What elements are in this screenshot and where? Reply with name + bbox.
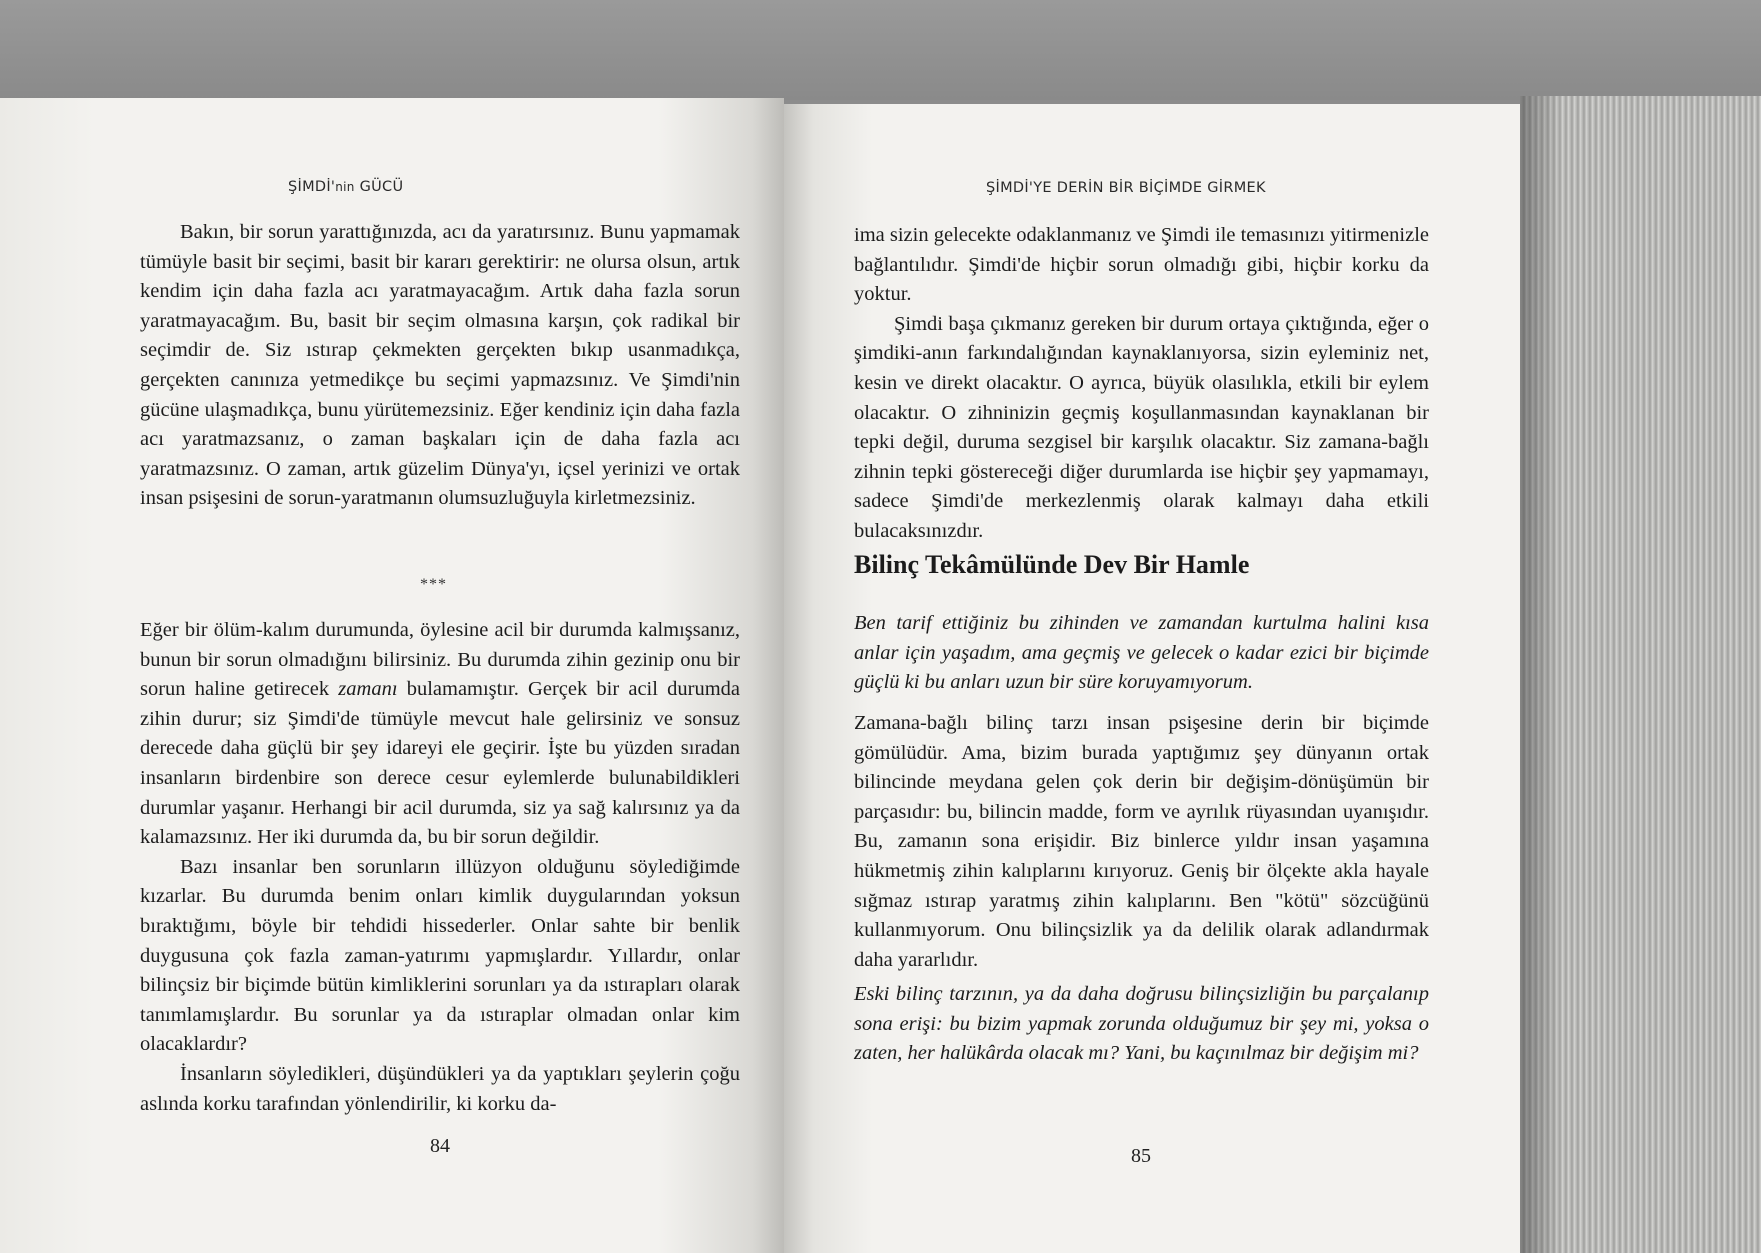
left-body-text-bottom (140, 616, 740, 1119)
page-edge-shadow (1520, 96, 1560, 1253)
paragraph: İnsanların söyledikleri, düşündükleri ya da yaptıkları şeylerin çoğu aslında korku tarafından yönlendirilir, ki korku da- (140, 1062, 740, 1115)
paragraph: ima sizin gelecekte odaklanmanız ve Şimdi ile temasınızı yitirmenizle bağlantılıdır. Şimdi'de hiçbir sorun olmadığı gibi, hiçbir korku da yoktur. (854, 224, 1429, 306)
paragraph: Bakın, bir sorun yarattığınızda, acı da yaratırsınız. Bunu yapmamak tümüyle basit bir seçimi, basit bir kararı gerektirir: ne olursa olsun, artık kendim için daha fazla acı yaratmayacağım. Artık daha fazla sorun yaratmayacağım. Bu, basit bir seçim olmasına karşın, çok radikal bir seçimdir de. Siz ıstırap çekmekten gerçekten bıkıp usanmadıkça, gerçekten canınıza yetmedikçe bu seçimi yapmazsınız. Ve Şimdi'nin gücüne ulaşmadıkça, bunu yürütemezsiniz. Eğer kendiniz için daha fazla acı yaratmazsanız, o zaman başkaları için de daha fazla acı yaratmazsınız. O zaman, artık güzelim Dünya'yı, içsel yerinizi ve ortak insan psişesini de sorun-yaratmanın olumsuzluğuyla kirletmezsiniz. (140, 221, 740, 510)
left-page (0, 98, 784, 1253)
running-head-part: nin (335, 180, 355, 194)
paragraph: Eski bilinç tarzının, ya da daha doğrusu bilinçsizliğin bu parçalanıp sona erişi: bu bizim yapmak zorunda olduğumuz bir şey mi, yoksa o zaten, her halükârda olacak mı? Yani, bu kaçınılmaz bir değişim mi? (854, 983, 1429, 1065)
running-head-part: ŞİMDİ' (288, 179, 336, 195)
paragraph: Ben tarif ettiğiniz bu zihinden ve zamandan kurtulma halini kısa anlar için yaşadım, ama geçmiş ve gelecek o kadar ezici bir biçimde güçlü ki bu anları uzun bir süre koruyamıyorum. (854, 612, 1429, 694)
paragraph: Zamana-bağlı bilinç tarzı insan psişesine derin bir biçimde gömülüdür. Ama, bizim burada yaptığımız şey dünyanın ortak bilincinde meydana gelen çok derin bir değişim-dönüşümün bir parçasıdır: bu, bilincin madde, form ve ayrılık rüyasından uyanışıdır. Bu, zamanın sona erişidir. Biz binlerce yıldır insan yaşamına hükmetmiş zihin kalıplarını kırıyoruz. Geniş bir ölçekte akla hayale sığmaz ıstırap yaratmış zihin kalıplarını. Ben "kötü" sözcüğünü kullanmıyorum. Onu bilinçsizlik ya da delilik olarak adlandırmak daha yararlıdır. (854, 712, 1429, 971)
right-running-head: ŞİMDİ'YE DERİN BİR BİÇİMDE GİRMEK (986, 180, 1266, 196)
right-body-text-top (854, 221, 1429, 547)
section-separator: *** (420, 576, 447, 593)
paragraph-text: bulamamıştır. Gerçek bir acil durumda zihin durur; siz Şimdi'de tümüyle mevcut hale gelirsiniz ve sonsuz derecede daha güçlü bir şey idareyi ele geçirir. İşte bu yüzden sıradan insanların birdenbire son derece cesur eylemlerde bulunabildikleri durumlar yaşanır. Herhangi bir acil durumda, siz ya sağ kalırsınız ya da kalamazsınız. Her iki durumda da, bu bir sorun değildir. (140, 678, 740, 849)
scanner-background (0, 0, 1761, 100)
paragraph: Bazı insanlar ben sorunların illüzyon olduğunu söylediğimde kızarlar. Bu durumda benim onları kimlik duygularından yoksun bıraktığımı, böyle bir tehdidi hissederler. Onlar sahte bir benlik duygusuna çok fazla zaman-yatırımı yapmışlardır. Yıllardır, onlar bilinçsiz bir biçimde bütün kimliklerini sorunları ya da ıstırapları olarak tanımlamışlardır. Bu sorunlar ya da ıstıraplar olmadan onlar kim olacaklardır? (140, 855, 740, 1056)
paragraph-text: Eğer bir ölüm-kalım durumunda, öylesine acil bir durumda kalmışsanız, bunun bir sorun olmadığını bilirsiniz. Bu durumda zihin gezinip onu bir sorun haline getirecek (140, 619, 740, 701)
section-title: Bilinç Tekâmülünde Dev Bir Hamle (854, 550, 1250, 579)
left-running-head (288, 179, 403, 195)
right-page-number: 85 (1131, 1145, 1151, 1167)
paragraph (140, 616, 740, 853)
paragraph-emphasis: zamanı (338, 678, 398, 701)
running-head-part: GÜCÜ (354, 179, 404, 195)
right-page (784, 104, 1520, 1253)
left-body-text-top (140, 218, 740, 514)
question-2 (854, 980, 1429, 1069)
question-1 (854, 609, 1429, 698)
paragraph: Şimdi başa çıkmanız gereken bir durum ortaya çıktığında, eğer o şimdiki-anın farkındalığından kaynaklanıyorsa, sizin eyleminiz net, kesin ve direkt olacaktır. O ayrıca, büyük olasılıkla, etkili bir eylem olacaktır. O zihninizin geçmiş koşullanmasından kaynaklanan bir tepki değil, duruma sezgisel bir karşılık olacaktır. Siz zamana-bağlı zihnin tepki göstereceği diğer durumlarda ise hiçbir şey yapmamayı, sadece Şimdi'de merkezlenmiş olarak kalmayı daha etkili bulacaksınızdır. (854, 312, 1429, 542)
left-page-number: 84 (430, 1135, 450, 1157)
right-body-text-middle (854, 709, 1429, 975)
